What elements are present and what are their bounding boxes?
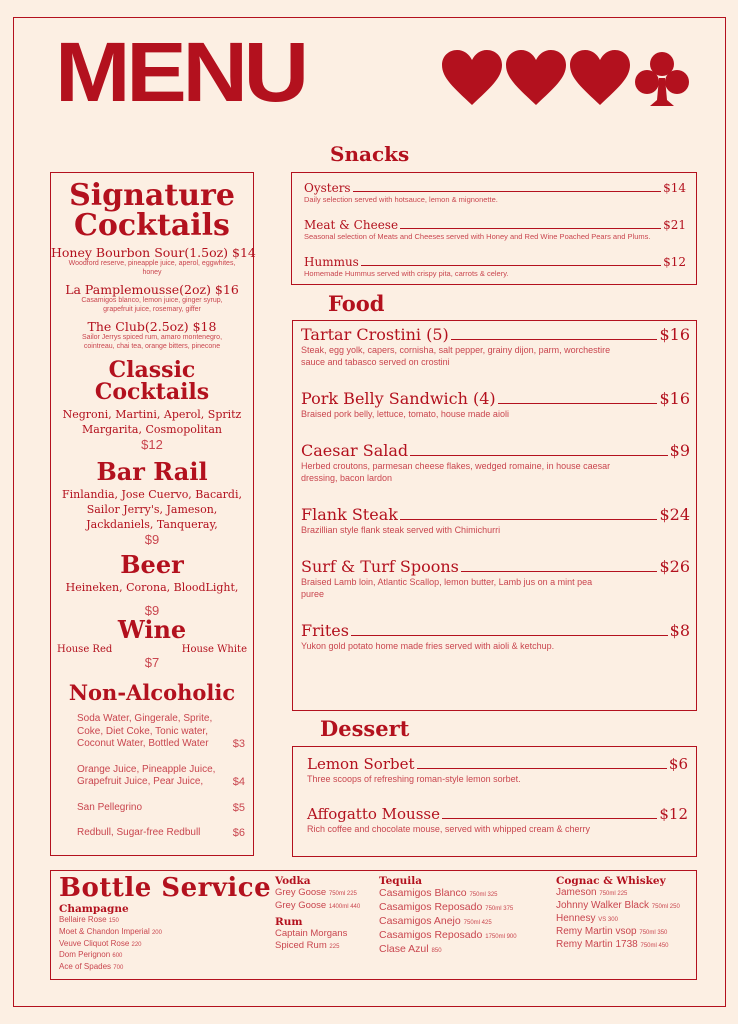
bs-name: Captain Morgans	[275, 928, 348, 940]
club-icon	[634, 50, 690, 108]
classic-title: Classic Cocktails	[94, 357, 210, 405]
bs-price: 1400ml 440	[328, 904, 361, 911]
na-line: San Pellegrino	[77, 801, 143, 813]
item-name: Affogatto Mousse	[307, 805, 440, 823]
item-desc: Seasonal selection of Meats and Cheeses served with Honey and Red Wine Poached Pears and Plums.	[304, 232, 651, 241]
bs-head: Champagne	[59, 903, 129, 915]
bs-head: Cognac & Whiskey	[556, 875, 666, 887]
bs-price: VS 300	[598, 917, 618, 923]
bs-name: Remy Martin 1738	[556, 939, 638, 950]
bs-name: Veuve Cliquot Rose	[59, 938, 130, 948]
bs-line	[59, 915, 271, 927]
classic-price: $12	[141, 437, 163, 452]
bs-price: 750ml 250	[651, 904, 680, 910]
cocktail-item	[51, 282, 253, 314]
item-name: Tartar Crostini (5)	[301, 325, 449, 344]
item-name: Meat & Cheese	[304, 218, 399, 232]
bs-head: Vodka	[275, 875, 311, 887]
item-price: $26	[659, 557, 690, 576]
bs-price: 750ml 225	[599, 891, 628, 897]
food-item	[301, 557, 690, 600]
wine-row	[51, 644, 253, 655]
cocktail-desc: Woodford reserve, pineapple juice, aperol, eggwhites, honey	[68, 260, 236, 276]
bs-line	[275, 928, 360, 939]
na-group	[51, 827, 253, 840]
dessert-panel	[292, 746, 697, 857]
cocktail-desc: Sailor Jerrys spiced rum, amaro montenegro, cointreau, chai tea, orange bitters, pinecone	[81, 334, 223, 350]
bs-price: 150	[108, 918, 119, 924]
item-desc: Brazillian style flank steak served with Chimichurri	[301, 525, 501, 535]
na-price: $6	[232, 827, 245, 839]
item-desc: Homemade Hummus served with crispy pita, carrots & celery.	[304, 269, 509, 278]
item-desc: Rich coffee and chocolate mouse, served with whipped cream & cherry	[307, 824, 590, 834]
item-name: Caesar Salad	[301, 441, 409, 460]
bs-name: Hennesy	[556, 913, 596, 924]
food-panel	[292, 320, 697, 711]
bs-line	[379, 943, 517, 957]
bs-line	[59, 939, 271, 951]
bs-vodka-rum	[275, 875, 360, 953]
bs-name: Grey Goose	[275, 887, 327, 898]
classic-line: Negroni, Martini, Aperol, Spritz	[62, 408, 242, 421]
bs-name: Clase Azul	[379, 943, 429, 955]
food-item	[301, 325, 690, 368]
cocktail-name: The Club(2.5oz) $18	[87, 319, 217, 334]
item-name: Hummus	[304, 255, 359, 269]
na-line: Soda Water, Gingerale, Sprite,	[77, 713, 213, 724]
wine-white: House White	[181, 644, 247, 655]
bs-name: Casamigos Reposado	[379, 901, 483, 913]
bar-rail-line: Jackdaniels, Tanqueray,	[86, 518, 218, 531]
item-price: $8	[669, 621, 690, 640]
food-item	[301, 441, 690, 484]
bs-champagne	[59, 873, 271, 974]
na-line: Orange Juice, Pineapple Juice,	[77, 763, 216, 775]
item-name: Surf & Turf Spoons	[301, 557, 459, 576]
dessert-item	[307, 805, 688, 835]
bs-line	[275, 900, 360, 913]
na-price: $5	[232, 801, 245, 814]
food-item	[301, 621, 690, 652]
bs-name: Jameson	[556, 887, 597, 898]
item-name: Frites	[301, 621, 349, 640]
na-line: Redbull, Sugar-free Redbull	[77, 827, 201, 838]
non-alcoholic-title: Non-Alcoholic	[68, 680, 236, 705]
item-desc: Yukon gold potato home made fries served with aioli & ketchup.	[301, 641, 555, 651]
menu-title: MENU	[55, 25, 305, 119]
beer-price: $9	[144, 603, 160, 618]
bs-price: 1750ml 900	[485, 934, 517, 940]
na-group	[51, 764, 253, 789]
bs-price: 600	[112, 953, 123, 960]
bs-line	[556, 939, 680, 952]
drinks-panel	[50, 172, 254, 856]
item-desc: Braised Lamb loin, Atlantic Scallop, lemon butter, Lamb jus on a mint pea puree	[301, 577, 593, 599]
bs-line	[556, 926, 680, 939]
bs-price: 750ml 425	[463, 920, 492, 926]
item-price: $9	[669, 441, 690, 460]
bs-name: Johnny Walker Black	[556, 900, 649, 911]
bs-line	[556, 887, 680, 900]
bs-line	[379, 915, 517, 929]
bs-line	[379, 929, 517, 943]
bs-price: 220	[131, 941, 142, 948]
bs-line	[59, 962, 271, 974]
bar-rail-line: Finlandia, Jose Cuervo, Bacardi,	[62, 488, 242, 501]
bs-name: Remy Martin vsop	[556, 926, 637, 937]
bs-line	[379, 901, 517, 915]
cocktail-desc: Casamigos blanco, lemon juice, ginger syrup, grapefruit juice, rosemary, giffer	[81, 297, 223, 313]
wine-title: Wine	[117, 615, 187, 644]
bs-line	[379, 887, 517, 901]
item-price: $21	[663, 218, 686, 232]
cocktail-item	[51, 245, 256, 277]
item-price: $14	[663, 181, 686, 195]
bs-price: 700	[113, 965, 124, 972]
na-group	[51, 802, 253, 815]
bar-rail-title: Bar Rail	[96, 457, 208, 486]
na-line: Coconut Water, Bottled Water	[77, 738, 209, 749]
na-line: Grapefruit Juice, Pear Juice,	[77, 776, 204, 787]
item-desc: Three scoops of refreshing roman-style lemon sorbet.	[307, 774, 521, 784]
bar-rail-price: $9	[144, 532, 160, 547]
bs-line	[556, 900, 680, 913]
bottle-service-panel	[50, 870, 697, 980]
snacks-title: Snacks	[330, 142, 410, 166]
bs-price: 750ml 350	[639, 930, 668, 936]
snack-item	[304, 255, 686, 278]
item-desc: Steak, egg yolk, capers, cornisha, salt pepper, grainy dijon, parm, worchestire sauce and tabasco served on crostini	[301, 345, 611, 367]
na-group	[51, 713, 253, 751]
beer-title: Beer	[120, 550, 184, 579]
card-suits	[442, 50, 690, 108]
heart-icon	[570, 50, 630, 106]
classic-line: Margarita, Cosmopolitan	[82, 423, 222, 436]
bs-line	[556, 913, 680, 926]
bs-name: Ace of Spades	[59, 962, 112, 972]
bs-price: 750ml 325	[469, 892, 498, 898]
bs-head: Tequila	[379, 875, 423, 887]
snack-item	[304, 181, 686, 204]
cocktail-item	[51, 319, 253, 351]
item-name: Pork Belly Sandwich (4)	[301, 389, 496, 408]
item-price: $6	[668, 755, 688, 773]
bs-name: Grey Goose	[275, 900, 327, 912]
bs-line	[275, 940, 360, 953]
item-desc: Herbed croutons, parmesan cheese flakes, wedged romaine, in house caesar dressing, bacon lardon	[301, 461, 611, 483]
bs-tequila	[379, 875, 517, 957]
dessert-title: Dessert	[320, 716, 410, 741]
wine-red: House Red	[57, 644, 113, 655]
bs-price: 750ml 225	[328, 891, 357, 897]
bs-name: Bellaire Rose	[59, 915, 107, 924]
item-desc: Braised pork belly, lettuce, tomato, house made aioli	[301, 409, 509, 419]
bs-name: Moet & Chandon Imperial	[59, 926, 150, 936]
bs-name: Casamigos Anejo	[379, 915, 461, 927]
dessert-item	[307, 755, 688, 785]
item-price: $12	[659, 805, 688, 823]
bottle-service-title: Bottle Service	[59, 873, 272, 903]
na-price: $4	[232, 776, 245, 788]
bs-name: Dom Perignon	[59, 950, 111, 960]
item-price: $24	[659, 505, 690, 524]
item-price: $16	[659, 325, 690, 344]
bs-line	[275, 887, 360, 900]
bs-line	[59, 950, 271, 962]
cocktail-name: Honey Bourbon Sour(1.5oz) $14	[51, 245, 256, 260]
item-name: Flank Steak	[301, 505, 398, 524]
signature-title: Signature	[69, 178, 235, 213]
cocktail-name: La Pamplemousse(2oz) $16	[65, 282, 239, 297]
beer-line: Heineken, Corona, BloodLight,	[65, 581, 239, 594]
bs-price: 750ml 450	[640, 943, 669, 949]
bs-head: Rum	[275, 916, 303, 929]
snack-item	[304, 218, 686, 241]
food-item	[301, 505, 690, 536]
bs-price: 225	[329, 943, 340, 950]
na-line: Coke, Diet Coke, Tonic water,	[77, 725, 208, 737]
heart-icon	[442, 50, 502, 106]
bs-line	[59, 927, 271, 939]
food-title: Food	[328, 291, 385, 316]
heart-icon	[506, 50, 566, 106]
bs-name: Casamigos Reposado	[379, 929, 483, 941]
snacks-panel	[291, 172, 697, 285]
signature-title-2: Cocktails	[74, 208, 230, 243]
food-item	[301, 389, 690, 420]
item-name: Lemon Sorbet	[307, 755, 415, 773]
bs-name: Casamigos Blanco	[379, 887, 467, 899]
item-price: $12	[663, 255, 686, 269]
na-price: $3	[232, 738, 245, 750]
item-name: Oysters	[304, 181, 351, 195]
item-price: $16	[659, 389, 690, 408]
bs-name: Spiced Rum	[275, 939, 327, 951]
bar-rail-line: Sailor Jerry's, Jameson,	[86, 503, 218, 516]
bs-price: 750ml 375	[485, 906, 514, 912]
bs-price: 200	[151, 929, 162, 936]
wine-price: $7	[144, 655, 160, 670]
item-desc: Daily selection served with hotsauce, lemon & mignonette.	[304, 195, 498, 204]
bs-cognac	[556, 875, 680, 952]
bs-price: 850	[431, 948, 442, 954]
